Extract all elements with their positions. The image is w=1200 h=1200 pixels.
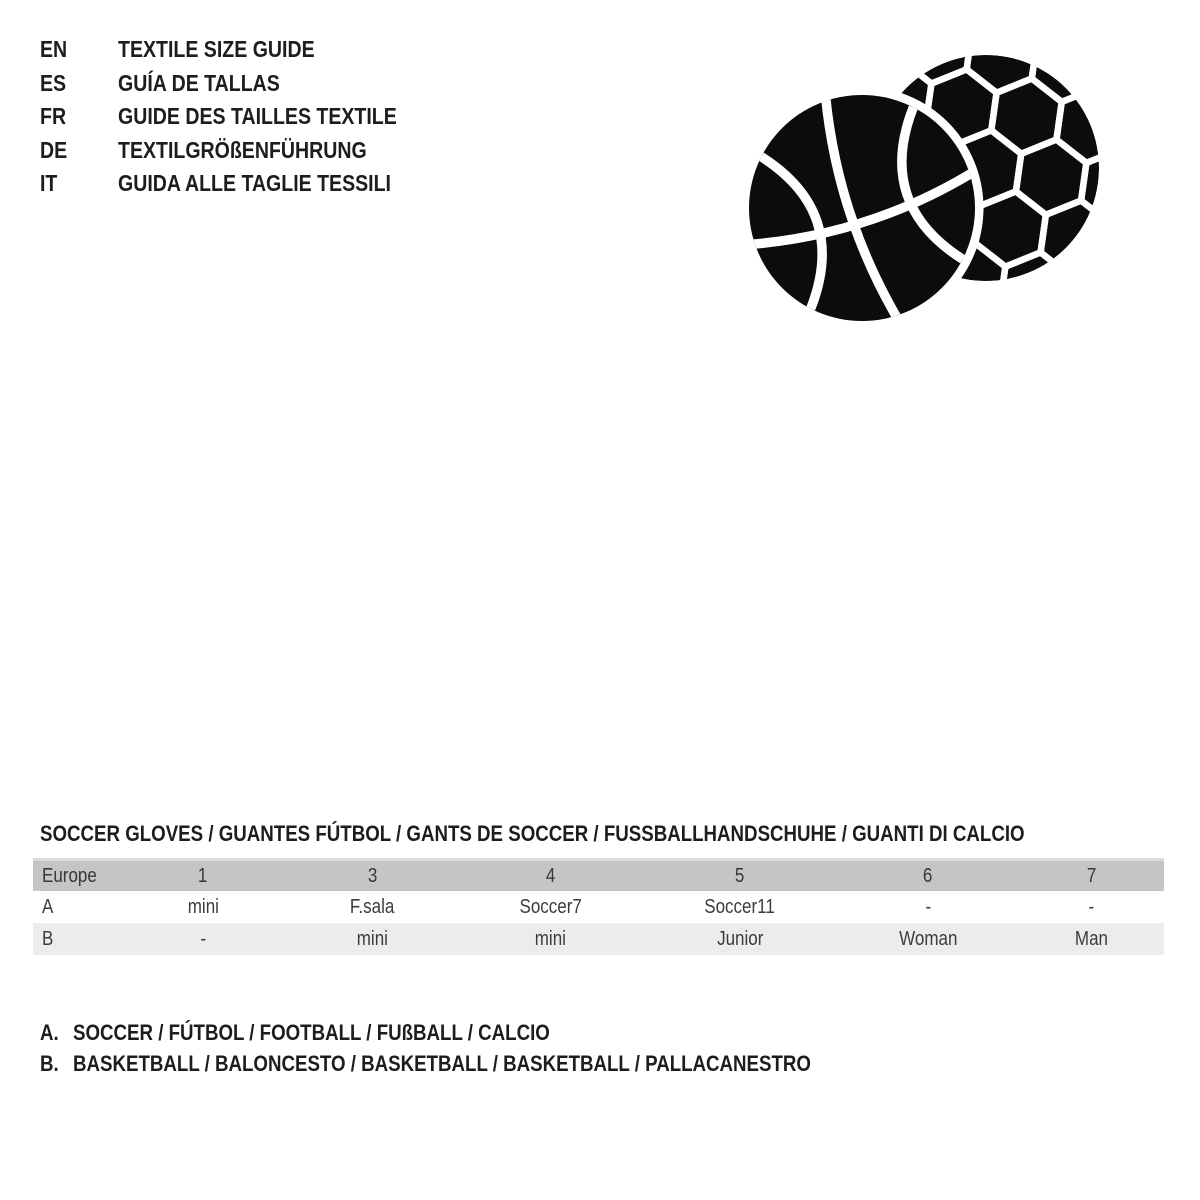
size-cell (119, 923, 287, 955)
size-cell (458, 891, 643, 923)
size-cell (837, 923, 1019, 955)
column-header-label: 5 (735, 864, 745, 887)
size-value: Woman (898, 927, 958, 950)
size-cell (1019, 891, 1164, 923)
size-value: - (925, 895, 931, 918)
size-cell (119, 891, 287, 923)
legend-row-a (40, 1017, 941, 1048)
size-value: mini (187, 895, 219, 918)
language-row-en (40, 33, 446, 67)
size-value: Soccer11 (704, 895, 776, 918)
column-header-label: Europe (42, 864, 97, 887)
size-value: - (1088, 895, 1095, 918)
size-cell (1019, 923, 1164, 955)
size-cell (458, 923, 643, 955)
legend-text: SOCCER / FÚTBOL / FOOTBALL / FUßBALL / CALCIO (73, 1020, 550, 1045)
size-cell (287, 891, 458, 923)
size-cell (643, 891, 837, 923)
size-value: - (200, 927, 206, 950)
column-header-label: 1 (198, 864, 208, 887)
language-code: DE (40, 136, 68, 163)
size-table-row-b (33, 923, 1164, 955)
language-code: EN (40, 36, 68, 62)
column-header-label: 3 (367, 864, 378, 887)
size-cell (643, 923, 837, 955)
row-label-cell (33, 891, 119, 923)
legend (40, 1017, 941, 1079)
size-value: Man (1074, 927, 1109, 950)
column-header-size-4 (458, 860, 643, 892)
language-row-it (40, 167, 446, 201)
legend-prefix: B. (40, 1051, 59, 1076)
column-header-label: 7 (1086, 864, 1097, 887)
column-header-size-7 (1019, 860, 1164, 892)
size-table-row-a (33, 891, 1164, 923)
size-cell (287, 923, 458, 955)
column-header-size-3 (287, 860, 458, 892)
row-label: B (42, 927, 54, 950)
column-header-label: 6 (923, 864, 933, 887)
size-value: mini (534, 927, 567, 950)
table-title-text: SOCCER GLOVES / GUANTES FÚTBOL / GANTS DE SOCCER / FUSSBALLHANDSCHUHE / GUANTI DI CALCIO (40, 821, 1025, 846)
language-code: IT (40, 170, 58, 196)
legend-prefix: A. (40, 1020, 59, 1045)
language-row-fr (40, 100, 446, 134)
guide-title: GUÍA DE TALLAS (118, 69, 280, 96)
size-value: mini (356, 927, 389, 950)
language-code: ES (40, 69, 67, 96)
column-header-region (33, 860, 119, 892)
column-header-label: 4 (545, 864, 556, 887)
column-header-size-5 (643, 860, 837, 892)
guide-title: TEXTILE SIZE GUIDE (118, 36, 315, 62)
sports-balls-illustration (740, 50, 1150, 350)
size-table-header-row (33, 860, 1164, 892)
row-label-cell (33, 923, 119, 955)
size-cell (837, 891, 1019, 923)
legend-text: BASKETBALL / BALONCESTO / BASKETBALL / BASKETBALL / PALLACANESTRO (73, 1051, 811, 1076)
column-header-size-6 (837, 860, 1019, 892)
language-row-es (40, 67, 446, 101)
language-code: FR (40, 103, 67, 129)
legend-row-b (40, 1048, 941, 1079)
language-row-de (40, 134, 446, 168)
guide-title: GUIDA ALLE TAGLIE TESSILI (118, 170, 391, 196)
table-title (40, 821, 1198, 847)
row-label: A (42, 895, 54, 918)
size-value: Junior (716, 927, 764, 950)
column-header-size-1 (119, 860, 287, 892)
guide-title: GUIDE DES TAILLES TEXTILE (118, 103, 397, 129)
language-title-list (40, 33, 446, 201)
guide-title: TEXTILGRÖßENFÜHRUNG (118, 136, 367, 163)
size-value: Soccer7 (519, 895, 582, 918)
size-value: F.sala (350, 895, 395, 918)
size-table (33, 858, 1164, 955)
